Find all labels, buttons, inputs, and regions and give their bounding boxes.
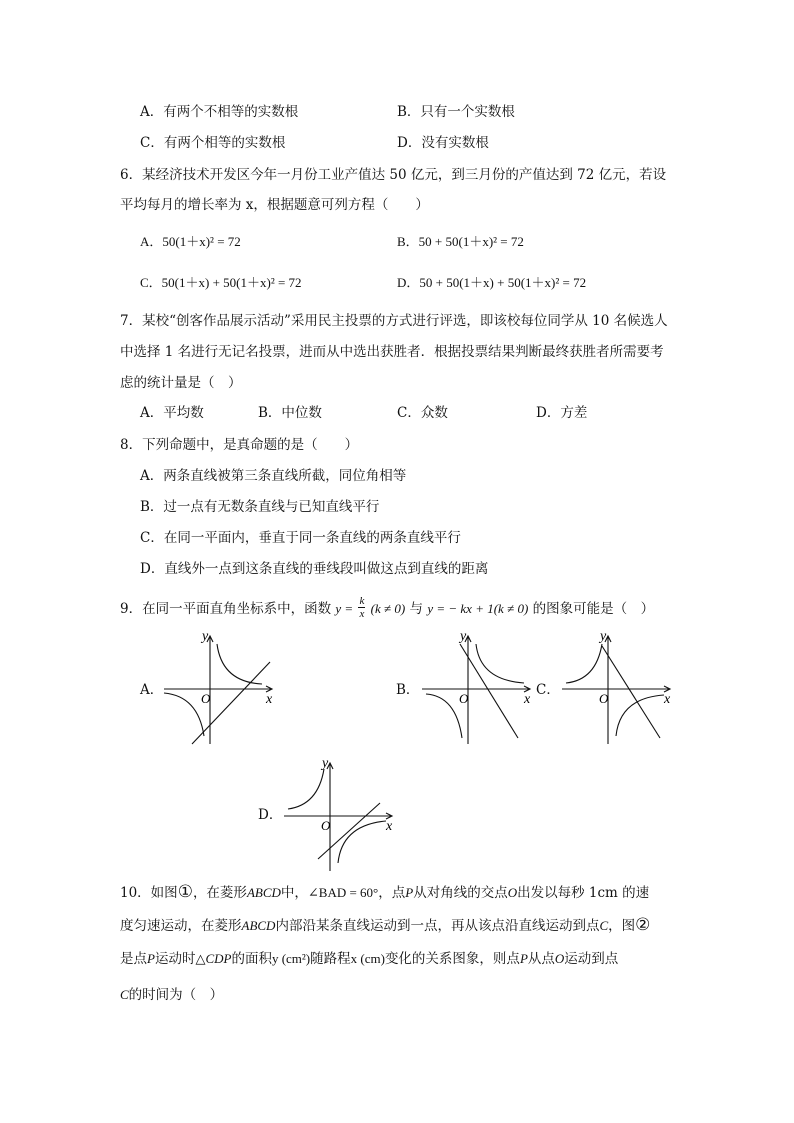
origin-label: O <box>459 691 469 706</box>
q10-text: 出发以每秒 1cm 的速 <box>517 885 650 901</box>
q6-option-a: A．50(1＋x)² = 72 <box>140 234 241 249</box>
q10-text: 变化的关系图象，则点 <box>384 951 520 967</box>
q10-line4 <box>120 986 223 1004</box>
q10-text: 运动到点 <box>564 951 619 967</box>
q8-stem: 8．下列命题中，是真命题的是（ ） <box>120 437 359 453</box>
q10-text: 10．如图 <box>120 885 178 901</box>
point-p: P <box>147 951 155 966</box>
hyperbola-branch-2 <box>338 821 386 863</box>
rhombus-name: ABCD <box>241 918 276 933</box>
rhombus-name: ABCD <box>246 885 281 900</box>
q10-text: 随路程 <box>310 951 351 967</box>
q8-option-b: B．过一点有无数条直线与已知直线平行 <box>140 499 380 515</box>
q8-option-d: D．直线外一点到这条直线的垂线段叫做这点到直线的距离 <box>140 561 489 577</box>
q10-text: 中， <box>280 885 308 901</box>
q10-text: 内部沿某条直线运动到一点，再从该点沿直线运动到点 <box>275 918 600 934</box>
point-c: C <box>599 918 609 933</box>
q9-stem-prefix: 9．在同一平面直角坐标系中，函数 <box>120 601 332 617</box>
point-p: P <box>405 885 414 900</box>
q7-stem-line1: 7．某校“创客作品展示活动”采用民主投票的方式进行评选，即该校每位同学从 10 名候选人 <box>120 313 668 329</box>
area-variable: y (cm²) <box>271 951 311 966</box>
q6-option-c: C．50(1＋x) + 50(1＋x)² = 72 <box>140 275 302 290</box>
q6-option-d: D．50 + 50(1＋x) + 50(1＋x)² = 72 <box>397 275 587 290</box>
path-variable: x (cm) <box>350 951 385 966</box>
q9-stem-suffix: 的图象可能是（ ） <box>532 601 655 617</box>
q7-option-b: B．中位数 <box>258 405 322 421</box>
q9-func1-numerator: k <box>359 595 365 607</box>
origin-label: O <box>201 691 211 706</box>
hyperbola-branch-2 <box>426 694 462 738</box>
q10-line1 <box>120 883 649 902</box>
line-graph <box>460 644 518 738</box>
figure-ref-1: ① <box>177 882 193 901</box>
q10-text: ，在菱形 <box>192 885 247 901</box>
q5-option-a: A．有两个不相等的实数根 <box>140 104 299 120</box>
q10-text: 从对角线的交点 <box>413 885 508 901</box>
q7-stem-line2: 中选择 1 名进行无记名投票，进而从中选出获胜者．根据投票结果判断最终获胜者所需要考 <box>120 344 664 360</box>
q6-stem-line1: 6．某经济技术开发区今年一月份工业产值达 50 亿元，到三月份的产值达到 72 亿元，若设 <box>120 167 667 183</box>
q5-option-c: C．有两个相等的实数根 <box>140 135 286 151</box>
y-axis-label: y <box>600 629 607 644</box>
q9-connector: 与 <box>409 601 424 617</box>
point-o: O <box>507 885 518 900</box>
point-o: O <box>554 951 565 966</box>
figure-ref-2: ② <box>635 915 651 934</box>
x-axis-label: x <box>524 692 531 707</box>
x-axis-label: x <box>664 692 671 707</box>
y-axis-label: y <box>322 756 329 771</box>
y-axis-label: y <box>202 629 209 644</box>
q9-func2: y = − kx + 1(k ≠ 0) <box>427 601 529 616</box>
q10-text: 是点 <box>120 951 147 967</box>
q9-graph-b <box>420 626 540 748</box>
q10-text: 从点 <box>527 951 555 967</box>
hyperbola-branch-1 <box>566 644 602 683</box>
q9-label-d: D． <box>258 807 283 823</box>
q9-label-a: A． <box>140 682 164 698</box>
q10-text: ，点 <box>378 885 406 901</box>
q9-graph-c <box>560 626 680 748</box>
hyperbola-branch-2 <box>616 695 664 736</box>
q9-graph-d <box>282 753 402 875</box>
origin-label: O <box>599 691 609 706</box>
q9-label-b: B． <box>396 682 420 698</box>
q7-option-c: C．众数 <box>397 405 448 421</box>
q10-line3 <box>120 950 618 968</box>
hyperbola-branch-2 <box>164 693 204 736</box>
x-axis-label: x <box>266 692 273 707</box>
q10-text: ，图 <box>608 918 636 934</box>
q8-option-a: A．两条直线被第三条直线所截，同位角相等 <box>140 468 407 484</box>
q10-text: 度匀速运动，在菱形 <box>120 918 242 934</box>
q9-func1-lhs: y = <box>335 601 354 616</box>
q10-text: 的面积 <box>231 951 272 967</box>
q7-stem-line3: 虑的统计量是（ ） <box>120 375 242 391</box>
q8-option-c: C．在同一平面内，垂直于同一条直线的两条直线平行 <box>140 530 461 546</box>
point-p: P <box>519 951 528 966</box>
q6-option-b: B．50 + 50(1＋x)² = 72 <box>397 234 524 249</box>
triangle-cdp: △CDP <box>195 951 232 966</box>
q9-stem <box>120 597 654 622</box>
hyperbola-branch-1 <box>288 769 324 809</box>
q9-graph-a <box>162 626 282 748</box>
q10-text: 的时间为（ ） <box>128 987 224 1003</box>
hyperbola-branch-1 <box>476 644 524 683</box>
q10-text: 运动时 <box>154 951 196 967</box>
q7-option-d: D．方差 <box>536 405 588 421</box>
q9-func1-denominator: x <box>359 608 365 620</box>
origin-label: O <box>321 818 331 833</box>
q6-stem-line2: 平均每月的增长率为 x，根据题意可列方程（ ） <box>120 197 429 213</box>
q9-func1-fraction <box>358 595 365 620</box>
x-axis-label: x <box>386 819 393 834</box>
line-graph <box>602 646 660 738</box>
q9-label-c: C． <box>536 682 560 698</box>
y-axis-label: y <box>460 629 467 644</box>
q5-option-b: B．只有一个实数根 <box>397 104 515 120</box>
point-c: C <box>120 987 129 1002</box>
q5-option-d: D．没有实数根 <box>397 135 489 151</box>
q7-option-a: A．平均数 <box>140 405 204 421</box>
angle-bad: ∠BAD = 60° <box>307 885 379 900</box>
q10-line2 <box>120 916 650 935</box>
q9-func1-condition: (k ≠ 0) <box>370 601 406 616</box>
